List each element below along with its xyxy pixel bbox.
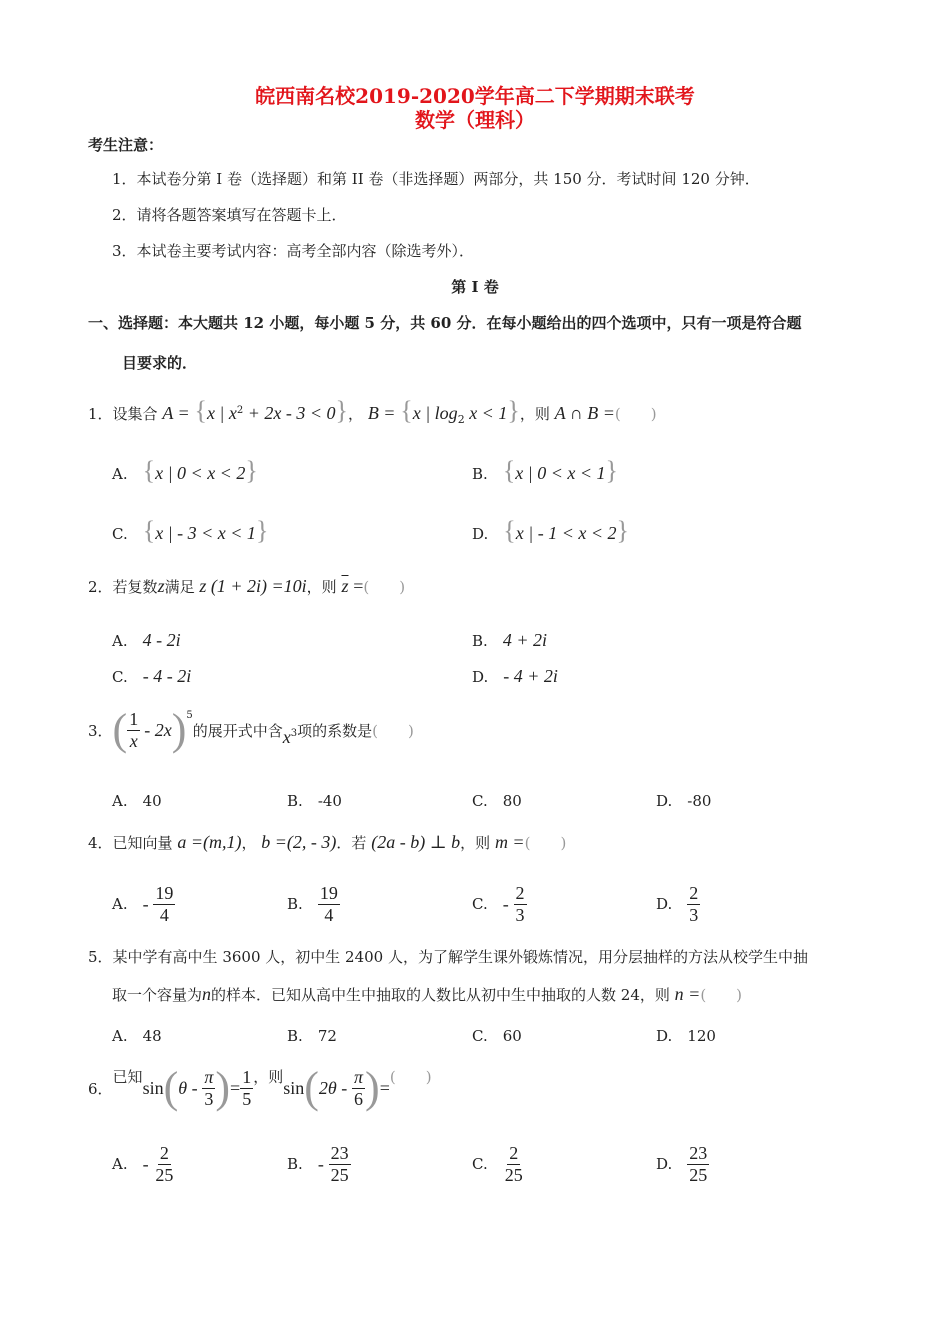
brace-left: { — [400, 396, 413, 425]
expr-term: - 2x — [144, 719, 172, 740]
answer-paren: ( ) — [372, 721, 414, 740]
option-label: A. — [112, 632, 128, 650]
fraction — [153, 884, 175, 925]
option-text: -40 — [317, 792, 342, 810]
var-n: n — [202, 984, 212, 1004]
option-label: A. — [112, 1027, 128, 1045]
question-3 — [88, 705, 414, 754]
question-text: ．若 — [336, 834, 367, 852]
q5-option-c — [472, 1025, 522, 1046]
q3-option-b — [287, 790, 342, 811]
q2-option-d — [472, 666, 558, 687]
q6-option-d — [656, 1144, 709, 1185]
q6-option-b — [287, 1144, 351, 1185]
then-text: ，则 — [306, 578, 337, 596]
notice-item-2: 2．请将各题答案填写在答题卡上． — [112, 206, 347, 224]
set-a-label: A = — [162, 403, 190, 423]
numerator: 2 — [159, 1143, 169, 1163]
fraction — [687, 1144, 709, 1185]
option-label: B. — [472, 632, 488, 650]
option-label: C. — [472, 1155, 488, 1174]
result: m = — [494, 832, 525, 852]
numerator: 2 — [515, 883, 525, 903]
part-title: 第 I 卷 — [451, 278, 499, 296]
condition: (2a - b) ⊥ b — [371, 832, 461, 852]
then-text: ，则 — [519, 405, 550, 423]
option-label: C. — [472, 792, 488, 810]
q6-option-a — [112, 1144, 175, 1185]
q3-option-c — [472, 790, 522, 811]
option-label: A. — [112, 895, 128, 914]
question-text: 已知向量 — [112, 834, 173, 852]
q3-option-a — [112, 790, 162, 811]
numerator: 23 — [330, 1143, 349, 1163]
option-label: C. — [472, 895, 488, 914]
fraction — [240, 1068, 253, 1109]
brace-right: } — [335, 396, 349, 425]
answer-paren: ( ) — [700, 986, 743, 1004]
brace-left: { — [142, 516, 156, 545]
fraction — [153, 1144, 175, 1185]
denominator: 5 — [242, 1088, 252, 1109]
option-text: 48 — [142, 1027, 162, 1045]
fraction — [687, 884, 700, 925]
q2-option-c — [112, 666, 191, 687]
option-label: D. — [656, 1155, 673, 1174]
fraction — [127, 710, 140, 751]
answer-paren: ( ) — [614, 405, 657, 423]
numerator: π — [354, 1066, 364, 1087]
option-label: A. — [112, 465, 128, 483]
brace-left: { — [142, 456, 156, 485]
sign: - — [317, 1153, 324, 1174]
exponent: 5 — [186, 710, 193, 721]
q4-option-a — [112, 884, 175, 925]
expr-term: 2θ - — [318, 1077, 348, 1098]
paren-right: ) — [171, 705, 187, 754]
option-text: 4 + 2i — [502, 630, 547, 650]
sin-function: sin — [283, 1077, 305, 1098]
q3-option-d — [656, 790, 711, 811]
question-number: 4． — [88, 834, 113, 852]
option-label: A. — [112, 792, 128, 810]
section-heading: 一、选择题：本大题共 12 小题，每小题 5 分，共 60 分．在每小题给出的四个选项中，只有一项是符合题 — [88, 314, 802, 332]
option-text: 72 — [317, 1027, 337, 1045]
question-text: 已知 — [112, 1068, 143, 1086]
sin-function: sin — [142, 1077, 164, 1098]
option-text: x | - 3 < x < 1 — [155, 523, 256, 543]
question-text: 设集合 — [112, 405, 158, 423]
numerator: 1 — [242, 1066, 252, 1087]
notice-heading: 考生注意： — [88, 136, 164, 154]
fraction — [202, 1068, 215, 1109]
option-label: D. — [472, 668, 489, 686]
equals: = — [379, 1077, 390, 1098]
option-label: D. — [656, 792, 673, 810]
brace-left: { — [503, 516, 516, 545]
question-4 — [88, 832, 566, 853]
option-label: B. — [287, 1027, 303, 1045]
separator: ， — [348, 405, 364, 423]
q4-option-b — [287, 884, 340, 925]
exam-title: 皖西南名校2019-2020学年高二下学期期末联考 — [255, 84, 695, 108]
question-2 — [88, 576, 405, 597]
option-text: 120 — [687, 1027, 716, 1045]
option-label: C. — [472, 1027, 488, 1045]
exam-subtitle: 数学（理科） — [415, 108, 535, 132]
fraction — [514, 884, 527, 925]
brace-left: { — [502, 456, 516, 485]
question-number: 3． — [88, 721, 113, 740]
option-label: D. — [656, 1027, 673, 1045]
denominator: 3 — [204, 1088, 214, 1109]
answer-paren: ( ) — [524, 834, 567, 852]
intersection: A ∩ B = — [554, 403, 615, 423]
denominator: x — [129, 730, 138, 751]
option-label: D. — [656, 895, 673, 914]
denominator: 25 — [504, 1164, 523, 1185]
option-label: B. — [472, 465, 488, 483]
numerator: π — [204, 1066, 214, 1087]
option-label: B. — [287, 895, 303, 914]
equals: = — [230, 1077, 241, 1098]
q4-option-d — [656, 884, 700, 925]
denominator: 3 — [689, 904, 699, 925]
equation: z (1 + 2i) =10i — [199, 576, 307, 596]
q5-option-b — [287, 1025, 337, 1046]
var-x: x — [282, 726, 291, 747]
fraction — [329, 1144, 351, 1185]
answer-paren: ( ) — [363, 578, 406, 596]
denominator: 25 — [155, 1164, 174, 1185]
set-b-body: x | log — [412, 403, 458, 423]
numerator: 2 — [509, 1143, 519, 1163]
denominator: 6 — [354, 1088, 364, 1109]
question-text: 的样本．已知从高中生中抽取的人数比从初中生中抽取的人数 24，则 — [211, 986, 670, 1004]
question-text: 取一个容量为 — [112, 986, 203, 1004]
z-conjugate: $\overline{z}$ — [341, 576, 349, 596]
question-number: 6． — [88, 1079, 113, 1098]
brace-right: } — [255, 516, 269, 545]
set-a-rest: + 2x - 3 < 0 — [243, 403, 336, 423]
numerator: 19 — [319, 883, 338, 903]
option-text: 80 — [502, 792, 522, 810]
option-text: x | 0 < x < 1 — [515, 463, 606, 483]
then-text: ，则 — [460, 834, 491, 852]
question-1: 1．设集合 A = {x | $x^2 + 2x - 3 < 0$}， B = {x | $\log_2 x < 1$}，则 A ∩ B =( ) — [88, 396, 657, 426]
denominator: 25 — [689, 1164, 708, 1185]
question-text: 的展开式中含 — [192, 721, 283, 740]
q1-option-b — [472, 456, 618, 486]
denominator: 3 — [515, 904, 525, 925]
paren-left: ( — [112, 705, 128, 754]
option-text: x | 0 < x < 2 — [155, 463, 246, 483]
separator: ， — [241, 834, 257, 852]
option-label: B. — [287, 792, 303, 810]
question-5-cont — [112, 984, 742, 1005]
notice-item-3: 3．本试卷主要考试内容：高考全部内容（除选考外）． — [112, 242, 475, 260]
notice-item-1: 1．本试卷分第 I 卷（选择题）和第 II 卷（非选择题）两部分，共 150 分．考试时间 120 分钟． — [112, 170, 760, 188]
paren-right: ) — [215, 1063, 231, 1112]
brace-left: { — [194, 396, 207, 425]
section-heading-cont: 目要求的． — [122, 354, 198, 372]
question-number: 5． — [88, 948, 113, 966]
sign: - — [502, 893, 509, 914]
question-5 — [88, 946, 808, 967]
fraction — [318, 884, 340, 925]
brace-right: } — [616, 516, 629, 545]
option-text: - 4 + 2i — [503, 666, 558, 686]
question-text: 某中学有高中生 3600 人，初中生 2400 人，为了解学生课外锻炼情况，用分层抽样的方法从校学生中抽 — [112, 948, 808, 966]
q2-option-b — [472, 630, 547, 651]
answer-paren: ( ) — [389, 1068, 432, 1086]
brace-right: } — [605, 456, 619, 485]
q1-option-a — [112, 456, 258, 486]
set-b-rest: x < 1 — [464, 403, 508, 423]
option-label: B. — [287, 1155, 303, 1174]
q5-option-d — [656, 1025, 716, 1046]
numerator: 19 — [155, 883, 174, 903]
equals: = — [353, 576, 364, 596]
denominator: 25 — [330, 1164, 349, 1185]
option-text: - 4 - 2i — [142, 666, 192, 686]
option-text: 4 - 2i — [142, 630, 181, 650]
q6-option-c — [472, 1144, 525, 1185]
exponent: 3 — [290, 727, 298, 739]
brace-right: } — [507, 396, 520, 425]
option-text: 40 — [142, 792, 162, 810]
option-label: C. — [112, 668, 128, 686]
question-text: 若复数 — [112, 578, 158, 596]
q5-option-a — [112, 1025, 162, 1046]
option-label: A. — [112, 1155, 128, 1174]
then-text: ，则 — [253, 1068, 284, 1086]
vector-a: a =(m,1) — [177, 832, 242, 852]
result: n = — [674, 984, 701, 1004]
fraction — [352, 1068, 365, 1109]
numerator: 2 — [689, 883, 699, 903]
numerator: 1 — [129, 708, 139, 729]
var-z: z — [157, 576, 165, 596]
denominator: 4 — [159, 904, 169, 925]
set-b-label: B = — [367, 403, 396, 423]
question-text: 项的系数是 — [297, 721, 373, 740]
option-text: -80 — [687, 792, 712, 810]
fraction — [503, 1144, 525, 1185]
q2-option-a — [112, 630, 181, 651]
option-text: x | - 1 < x < 2 — [515, 523, 617, 543]
paren-left: ( — [163, 1063, 179, 1112]
sign: - — [142, 893, 149, 914]
denominator: 4 — [324, 904, 334, 925]
option-label: D. — [472, 525, 489, 543]
sign: - — [142, 1153, 149, 1174]
question-text: 满足 — [164, 578, 195, 596]
brace-right: } — [245, 456, 258, 485]
option-text: 60 — [502, 1027, 522, 1045]
q1-option-c — [112, 516, 268, 546]
question-number: 2． — [88, 578, 113, 596]
vector-b: b =(2, - 3) — [261, 832, 337, 852]
q4-option-c — [472, 884, 527, 925]
q1-option-d — [472, 516, 629, 546]
paren-right: ) — [365, 1063, 380, 1112]
paren-left: ( — [304, 1063, 319, 1112]
question-number: 1． — [88, 405, 113, 423]
set-a-body: x | x — [206, 403, 237, 423]
question-6 — [88, 1063, 432, 1112]
expr-term: θ - — [178, 1077, 198, 1098]
option-label: C. — [112, 525, 128, 543]
numerator: 23 — [689, 1143, 708, 1163]
